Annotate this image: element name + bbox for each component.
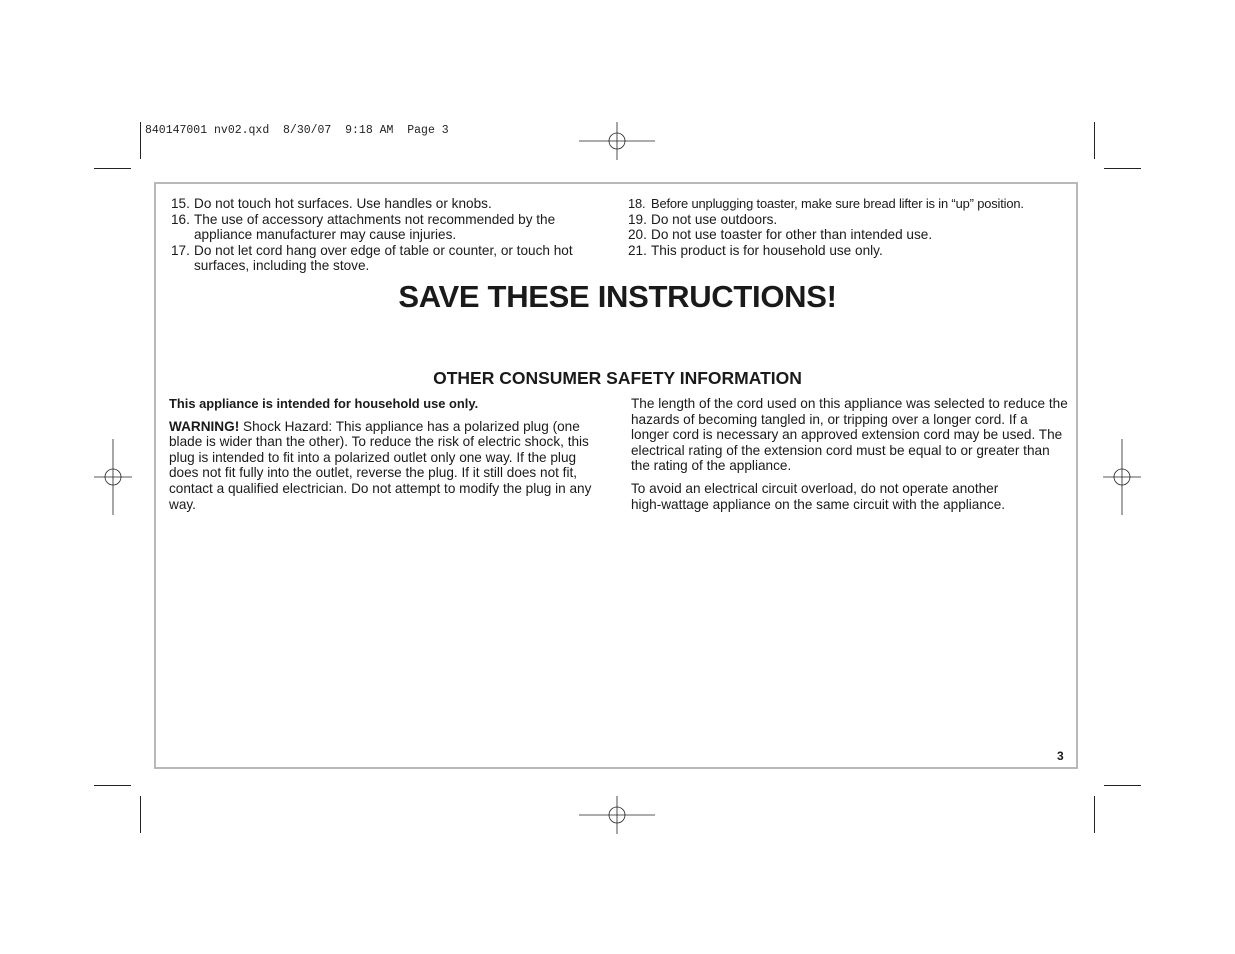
item-text: Do not let cord hang over edge of table or counter, or touch hot surfaces, including the stove. — [194, 242, 573, 274]
item-text: The use of accessory attachments not recommended by the appliance manufacturer may cause injuries. — [194, 211, 556, 243]
item-text: Do not use toaster for other than intended use. — [651, 227, 933, 243]
save-instructions-heading: SAVE THESE INSTRUCTIONS! — [398, 279, 837, 314]
item-number: 19. — [628, 211, 647, 227]
safety-list-right — [628, 196, 1068, 258]
page-number: 3 — [1057, 749, 1064, 763]
safety-info-right — [631, 396, 1068, 519]
item-number: 20. — [628, 227, 647, 243]
list-item — [628, 227, 1068, 243]
item-text: Do not touch hot surfaces. Use handles or knobs. — [194, 196, 492, 211]
crop-mark — [1104, 785, 1141, 786]
item-number: 15. — [171, 196, 190, 211]
list-item — [628, 212, 1068, 228]
item-text: Do not use outdoors. — [651, 211, 778, 227]
crop-mark — [140, 122, 141, 159]
item-number: 21. — [628, 242, 647, 258]
registration-mark-icon — [94, 439, 132, 515]
list-item — [171, 212, 606, 243]
registration-mark-icon — [579, 122, 655, 160]
warning-paragraph — [169, 419, 601, 513]
registration-mark-icon — [1103, 439, 1141, 515]
item-text: This product is for household use only. — [651, 242, 883, 258]
safety-info-left — [169, 396, 601, 519]
item-text: Before unplugging toaster, make sure bread lifter is in “up” position. — [651, 196, 1024, 211]
crop-mark — [1094, 122, 1095, 159]
list-item — [171, 243, 606, 274]
crop-mark — [1104, 168, 1141, 169]
safety-list-left — [171, 196, 606, 274]
crop-mark — [140, 796, 141, 833]
household-note: This appliance is intended for household use only. — [169, 396, 479, 411]
cord-paragraph: The length of the cord used on this appliance was selected to reduce the hazards of becoming tangled in, or tripping over a longer cord. If a longer cord is necessary an approved extension cord may be used. The electrical rating of the extension cord must be equal to or greater than the rating of the appliance. — [631, 396, 1068, 474]
warning-text: Shock Hazard: This appliance has a polarized plug (one blade is wider than the other). To reduce the risk of electric shock, this plug is intended to fit into a polarized outlet only one way. If the plug does not fit fully into the outlet, reverse the plug. If it still does not fit, contact a qualified electrician. Do not attempt to modify the plug in any way. — [169, 418, 592, 512]
crop-mark — [1094, 796, 1095, 833]
list-item — [628, 243, 1068, 259]
crop-mark — [94, 168, 131, 169]
section-heading: OTHER CONSUMER SAFETY INFORMATION — [433, 368, 802, 388]
list-item — [171, 196, 606, 212]
item-number: 16. — [171, 211, 190, 227]
overload-paragraph: To avoid an electrical circuit overload, do not operate another high-wattage appliance on the same circuit with the appliance. — [631, 480, 1006, 512]
item-number: 17. — [171, 242, 190, 258]
item-number: 18. — [628, 196, 646, 211]
registration-mark-icon — [579, 796, 655, 834]
print-slug: 840147001 nv02.qxd 8/30/07 9:18 AM Page 3 — [145, 124, 449, 137]
crop-mark — [94, 785, 131, 786]
list-item — [628, 196, 1068, 212]
warning-label: WARNING! — [169, 418, 240, 434]
